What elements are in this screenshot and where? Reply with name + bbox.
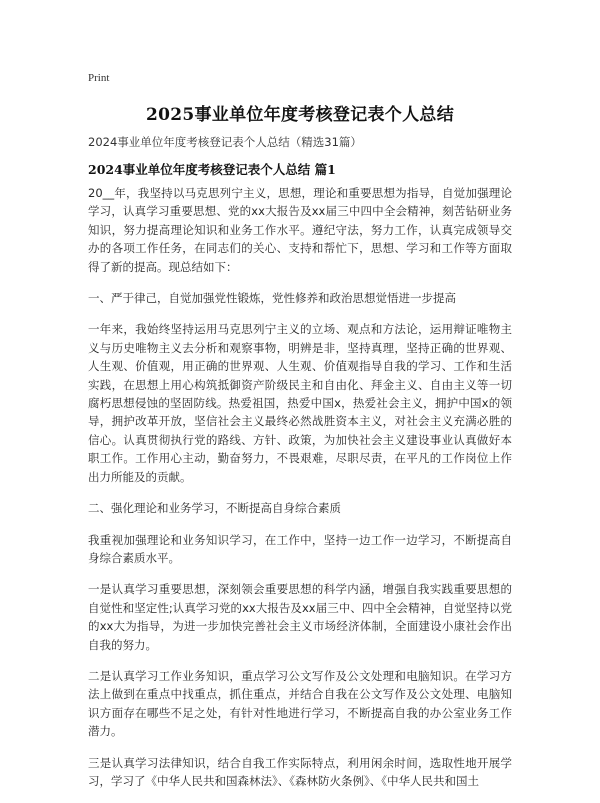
- subheading-discipline: 一、严于律己，自觉加强党性锻炼，党性修养和政治思想觉悟进一步提高: [88, 291, 456, 306]
- paragraph-study-second: 二是认真学习工作业务知识，重点学习公文写作及公文处理和电脑知识。在学习方法上做到在重点中找重点，抓住重点，并结合自我在公文写作及公文处理、电脑知识方面存在哪些不足之处，有针对性地进行学习，不断提高自我的办公室业务工作潜力。: [88, 668, 512, 739]
- section-heading: 2024事业单位年度考核登记表个人总结 篇1: [88, 162, 336, 177]
- document-page: [88, 0, 512, 788]
- subheading-study: 二、强化理论和业务学习，不断提高自身综合素质: [88, 501, 341, 516]
- paragraph-study-intro: 我重视加强理论和业务知识学习，在工作中，坚持一边工作一边学习，不断提高自身综合素质水平。: [88, 532, 512, 565]
- document-body: [88, 184, 512, 803]
- paragraph-intro: 20__年，我坚持以马克思列宁主义，思想，理论和重要思想为指导，自觉加强理论学习，认真学习重要思想、党的xx大报告及xx届三中四中全会精神，刻苦钻研业务知识，努力提高理论知识和业务工作水平。遵纪守法，努力工作，认真完成领导交办的各项工作任务，在同志们的关心、支持和帮忙下，思想、学习和工作等方面取得了新的提高。现总结如下：: [88, 186, 512, 274]
- print-label: Print: [88, 72, 110, 84]
- document-title: 2025事业单位年度考核登记表个人总结: [145, 105, 454, 125]
- paragraph-study-first: 一是认真学习重要思想，深刻领会重要思想的科学内涵，增强自我实践重要思想的自觉性和坚定性;认真学习党的xx大报告及xx届三中、四中全会精神，自觉坚持以党的xx大为指导，为进一步加快完善社会主义市场经济体制，全面建设小康社会作出自我的努力。: [88, 582, 512, 652]
- document-subtitle: 2024事业单位年度考核登记表个人总结（精选31篇）: [88, 135, 362, 149]
- paragraph-discipline: 一年来，我始终坚持运用马克思列宁主义的立场、观点和方法论，运用辩证唯物主义与历史唯物主义去分析和观察事物，明辨是非，坚持真理，坚持正确的世界观、人生观、价值观，用正确的世界观、人生观、价值观指导自我的学习、工作和生活实践，在思想上用心构筑抵御资产阶级民主和自由化、拜金主义、自由主义等一切腐朽思想侵蚀的坚固防线。热爱祖国，热爱中国x，热爱社会主义，拥护中国x的领导，拥护改革开放，坚信社会主义最终必然战胜资本主义，对社会主义充满必胜的信心。认真贯彻执行党的路线、方针、政策，为加快社会主义建设事业认真做好本职工作。工作用心主动，勤奋努力，不畏艰难，尽职尽责，在平凡的工作岗位上作出力所能及的贡献。: [88, 322, 512, 484]
- paragraph-study-third: 三是认真学习法律知识，结合自我工作实际特点，利用闲余时间，选取性地开展学习，学习了《中华人民共和国森林法》、《森林防火条例》、《中华人民共和国土: [88, 755, 512, 788]
